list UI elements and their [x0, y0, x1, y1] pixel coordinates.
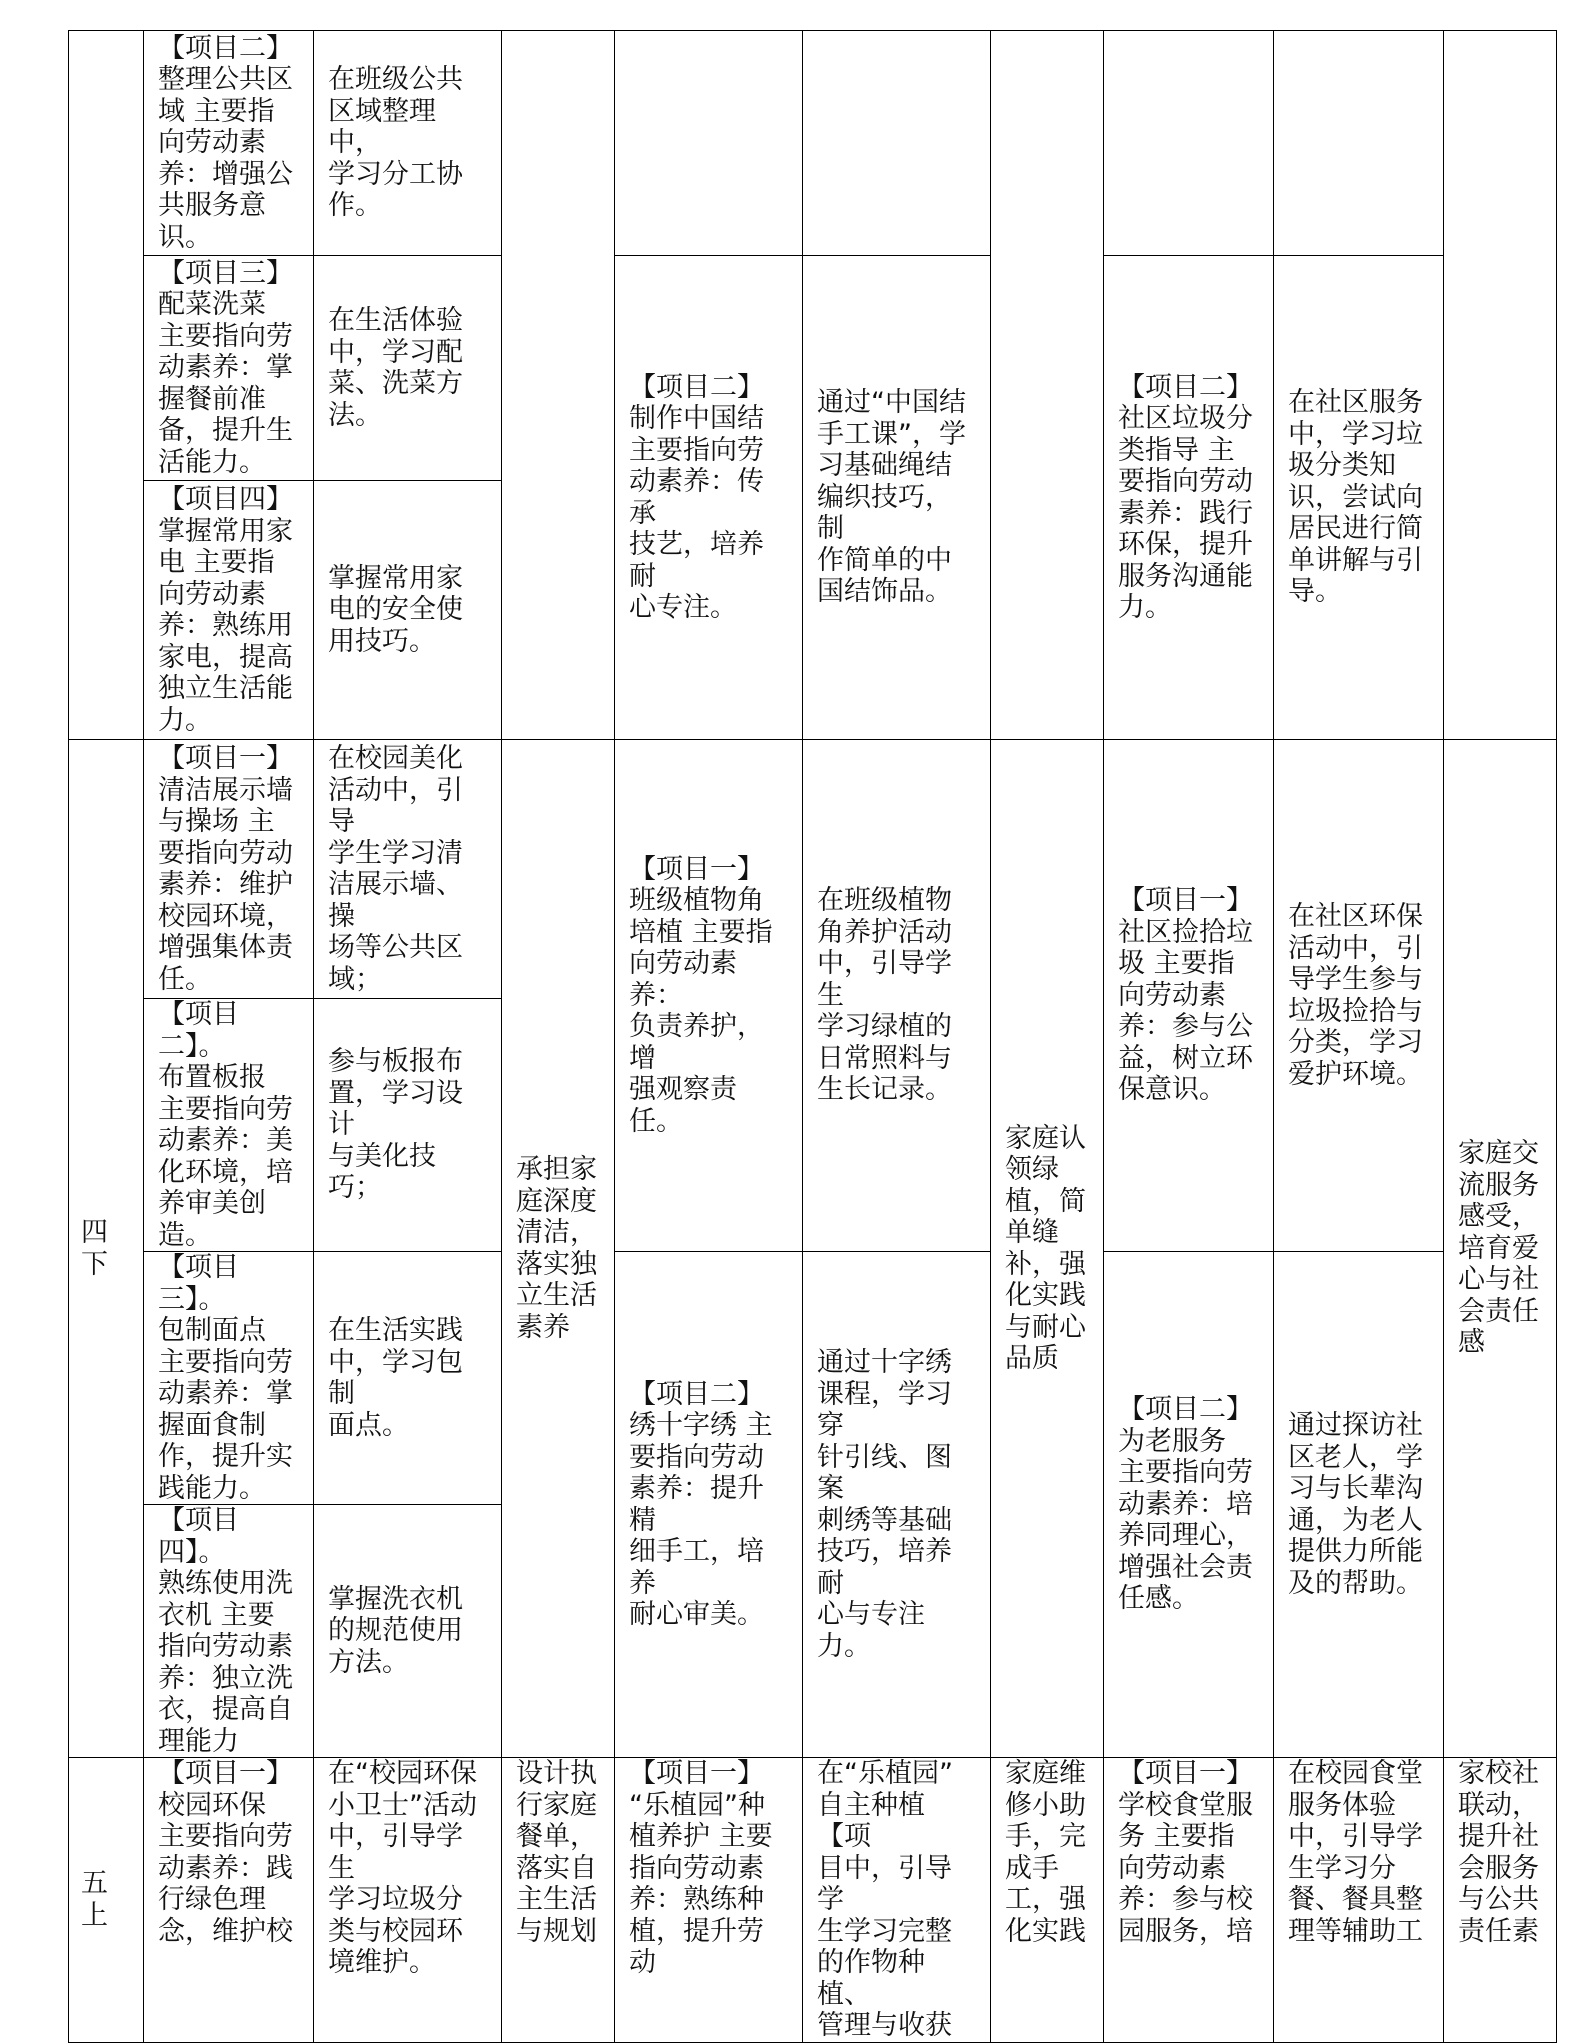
school-project-description: 在班级公共 区域整理中， 学习分工协 作。: [314, 31, 502, 256]
community-project-name: 【项目一】 学校食堂服 务 主要指 向劳动素 养：参与校 园服务，培: [1104, 1758, 1274, 2043]
class-project-description: 在“乐植园” 自主种植【项 目中，引导学 生学习完整 的作物种植、 管理与收获: [803, 1758, 991, 2043]
grade-cell-continued: [69, 31, 144, 740]
community-project-name: 【项目一】 社区捡拾垃 圾 主要指 向劳动素 养：参与公 益，树立环 保意识。: [1104, 740, 1274, 1252]
school-project-name: 【项目三】。 包制面点 主要指向劳 动素养：掌 握面食制 作，提升实 践能力。: [144, 1252, 314, 1505]
class-project-name: 【项目一】 班级植物角 培植 主要指 向劳动素养： 负责养护，增 强观察责任。: [615, 740, 803, 1252]
community-project-description: 在社区服务 中，学习垃 圾分类知 识，尝试向 居民进行简 单讲解与引 导。: [1274, 256, 1444, 740]
school-project-name: 【项目三】 配菜洗菜 主要指向劳 动素养：掌 握餐前准 备，提升生 活能力。: [144, 256, 314, 481]
school-project-description: 在校园美化 活动中，引导 学生学习清 洁展示墙、操 场等公共区 域；: [314, 740, 502, 999]
grade-label: 五 上: [69, 1758, 144, 2043]
society-task: 家庭交 流服务 感受， 培育爱 心与社 会责任 感: [1444, 740, 1557, 1758]
class-project-description: 通过十字绣 课程，学习穿 针引线、图案 刺绣等基础 技巧，培养耐 心与专注力。: [803, 1252, 991, 1758]
family-task-cell-continued: [991, 31, 1104, 740]
community-project-description: 在校园食堂 服务体验 中，引导学 生学习分 餐、餐具整 理等辅助工: [1274, 1758, 1444, 2043]
school-project-name: 【项目二】 整理公共区 域 主要指 向劳动素 养：增强公 共服务意 识。: [144, 31, 314, 256]
society-task-cell-continued: [1444, 31, 1557, 740]
class-project-name-empty: [615, 31, 803, 256]
table-row: [69, 1758, 1557, 2043]
home-task-cell-continued: [502, 31, 615, 740]
school-project-name: 【项目四】 掌握常用家 电 主要指 向劳动素 养：熟练用 家电，提高 独立生活能 力。: [144, 481, 314, 740]
table-row: [69, 740, 1557, 999]
school-project-name: 【项目一】 清洁展示墙 与操场 主 要指向劳动 素养：维护 校园环境， 增强集体责 任。: [144, 740, 314, 999]
class-project-description-empty: [803, 31, 991, 256]
school-project-name: 【项目一】 校园环保 主要指向劳 动素养：践 行绿色理 念，维护校: [144, 1758, 314, 2043]
home-task: 设计执 行家庭 餐单， 落实自 主生活 与规划: [502, 1758, 615, 2043]
school-project-name: 【项目二】。 布置板报 主要指向劳 动素养：美 化环境，培 养审美创 造。: [144, 999, 314, 1252]
table-row: [69, 31, 1557, 256]
labor-curriculum-table: [68, 30, 1557, 2043]
family-task: 家庭维 修小助 手，完 成手 工，强 化实践: [991, 1758, 1104, 2043]
community-project-name-empty: [1104, 31, 1274, 256]
class-project-name: 【项目一】 “乐植园”种 植养护 主要 指向劳动素 养：熟练种 植，提升劳动: [615, 1758, 803, 2043]
class-project-name: 【项目二】 制作中国结 主要指向劳 动素养：传承 技艺，培养耐 心专注。: [615, 256, 803, 740]
community-project-name: 【项目二】 社区垃圾分 类指导 主 要指向劳动 素养：践行 环保，提升 服务沟通能 力。: [1104, 256, 1274, 740]
community-project-description: 在社区环保 活动中，引 导学生参与 垃圾捡拾与 分类，学习 爱护环境。: [1274, 740, 1444, 1252]
school-project-description: 参与板报布 置，学习设计 与美化技巧；: [314, 999, 502, 1252]
community-project-description-empty: [1274, 31, 1444, 256]
school-project-description: 掌握常用家 电的安全使 用技巧。: [314, 481, 502, 740]
grade-label: 四 下: [69, 740, 144, 1758]
school-project-name: 【项目四】。 熟练使用洗 衣机 主要 指向劳动素 养：独立洗 衣，提高自 理能力: [144, 1505, 314, 1758]
family-task: 家庭认 领绿 植，简 单缝 补，强 化实践 与耐心 品质: [991, 740, 1104, 1758]
table-row: [69, 256, 1557, 481]
class-project-description: 通过“中国结 手工课”，学 习基础绳结 编织技巧，制 作简单的中 国结饰品。: [803, 256, 991, 740]
school-project-description: 在“校园环保 小卫士”活动 中，引导学生 学习垃圾分 类与校园环 境维护。: [314, 1758, 502, 2043]
community-project-name: 【项目二】 为老服务 主要指向劳 动素养：培 养同理心， 增强社会责 任感。: [1104, 1252, 1274, 1758]
society-task: 家校社 联动， 提升社 会服务 与公共 责任素: [1444, 1758, 1557, 2043]
table-row: [69, 1252, 1557, 1505]
school-project-description: 掌握洗衣机 的规范使用 方法。: [314, 1505, 502, 1758]
class-project-name: 【项目二】 绣十字绣 主 要指向劳动 素养：提升精 细手工，培养 耐心审美。: [615, 1252, 803, 1758]
school-project-description: 在生活实践 中，学习包制 面点。: [314, 1252, 502, 1505]
school-project-description: 在生活体验 中，学习配 菜、洗菜方 法。: [314, 256, 502, 481]
home-task: 承担家 庭深度 清洁， 落实独 立生活 素养: [502, 740, 615, 1758]
class-project-description: 在班级植物 角养护活动 中，引导学生 学习绿植的 日常照料与 生长记录。: [803, 740, 991, 1252]
community-project-description: 通过探访社 区老人，学 习与长辈沟 通，为老人 提供力所能 及的帮助。: [1274, 1252, 1444, 1758]
